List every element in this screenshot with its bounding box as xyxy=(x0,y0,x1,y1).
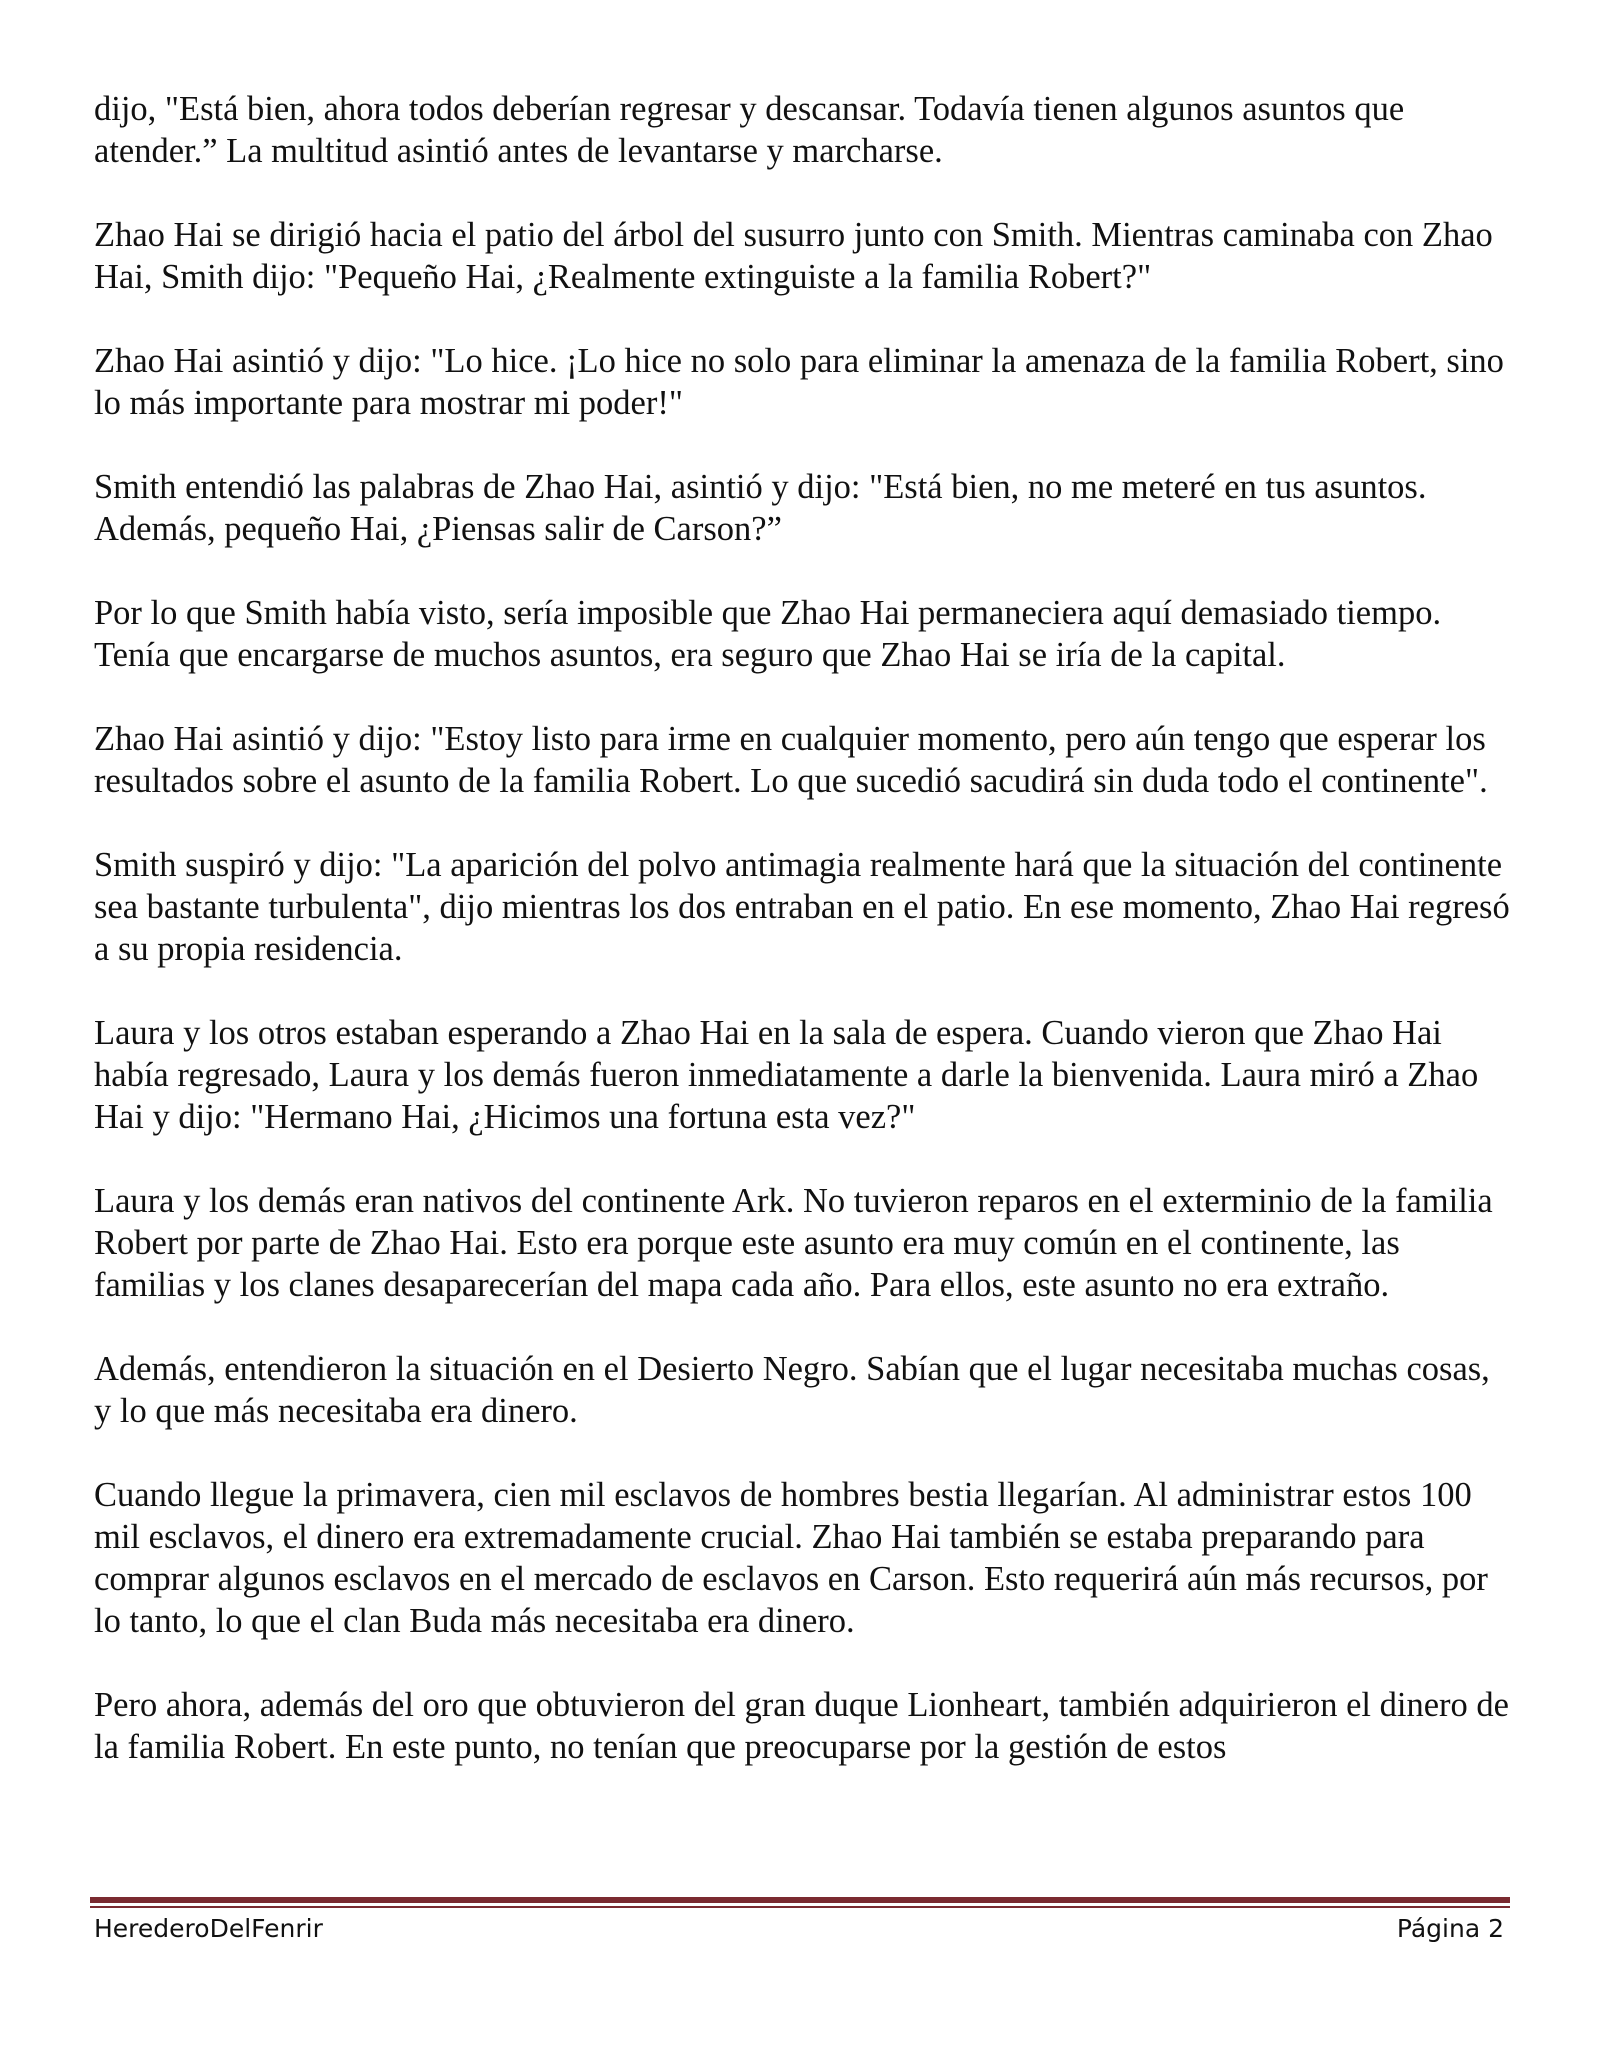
paragraph: Smith suspiró y dijo: "La aparición del polvo antimagia realmente hará que la situación del continente sea bastante turbulenta", dijo mientras los dos entraban en el patio. En ese momento, Zhao Hai regresó a su propia residencia. xyxy=(94,846,1510,968)
footer-rule-thick xyxy=(90,1897,1510,1903)
paragraph: Zhao Hai asintió y dijo: "Estoy listo para irme en cualquier momento, pero aún tengo que esperar los resultados sobre el asunto de la familia Robert. Lo que sucedió sacudirá sin duda todo el continente". xyxy=(94,720,1488,800)
body-text xyxy=(94,88,1514,1810)
paragraph: Además, entendieron la situación en el Desierto Negro. Sabían que el lugar necesitaba muchas cosas, y lo que más necesitaba era dinero. xyxy=(94,1350,1490,1430)
paragraph: Cuando llegue la primavera, cien mil esclavos de hombres bestia llegarían. Al administrar estos 100 mil esclavos, el dinero era extremadamente crucial. Zhao Hai también se estaba preparando para comprar algunos esclavos en el mercado de esclavos en Carson. Esto requerirá aún más recursos, por lo tanto, lo que el clan Buda más necesitaba era dinero. xyxy=(94,1476,1488,1640)
footer-author: HerederoDelFenrir xyxy=(94,1914,323,1943)
footer-rule-thin xyxy=(90,1906,1510,1908)
footer-page-number: Página 2 xyxy=(1396,1914,1504,1943)
paragraph: Laura y los otros estaban esperando a Zhao Hai en la sala de espera. Cuando vieron que Zhao Hai había regresado, Laura y los demás fueron inmediatamente a darle la bienvenida. Laura miró a Zhao Hai y dijo: "Hermano Hai, ¿Hicimos una fortuna esta vez?" xyxy=(94,1014,1479,1136)
paragraph: Smith entendió las palabras de Zhao Hai, asintió y dijo: "Está bien, no me meteré en tus asuntos. Además, pequeño Hai, ¿Piensas salir de Carson?” xyxy=(94,468,1427,548)
paragraph: Pero ahora, además del oro que obtuvieron del gran duque Lionheart, también adquirieron el dinero de la familia Robert. En este punto, no tenían que preocuparse por la gestión de estos xyxy=(94,1686,1509,1766)
paragraph: Zhao Hai asintió y dijo: "Lo hice. ¡Lo hice no solo para eliminar la amenaza de la familia Robert, sino lo más importante para mostrar mi poder!" xyxy=(94,342,1504,422)
paragraph: Por lo que Smith había visto, sería imposible que Zhao Hai permaneciera aquí demasiado tiempo. Tenía que encargarse de muchos asuntos, era seguro que Zhao Hai se iría de la capital. xyxy=(94,594,1442,674)
paragraph: Laura y los demás eran nativos del continente Ark. No tuvieron reparos en el exterminio de la familia Robert por parte de Zhao Hai. Esto era porque este asunto era muy común en el continente, las familias y los clanes desaparecerían del mapa cada año. Para ellos, este asunto no era extraño. xyxy=(94,1182,1493,1304)
paragraph: dijo, "Está bien, ahora todos deberían regresar y descansar. Todavía tienen algunos asuntos que atender.” La multitud asintió antes de levantarse y marcharse. xyxy=(94,90,1405,170)
paragraph: Zhao Hai se dirigió hacia el patio del árbol del susurro junto con Smith. Mientras caminaba con Zhao Hai, Smith dijo: "Pequeño Hai, ¿Realmente extinguiste a la familia Robert?" xyxy=(94,216,1493,296)
